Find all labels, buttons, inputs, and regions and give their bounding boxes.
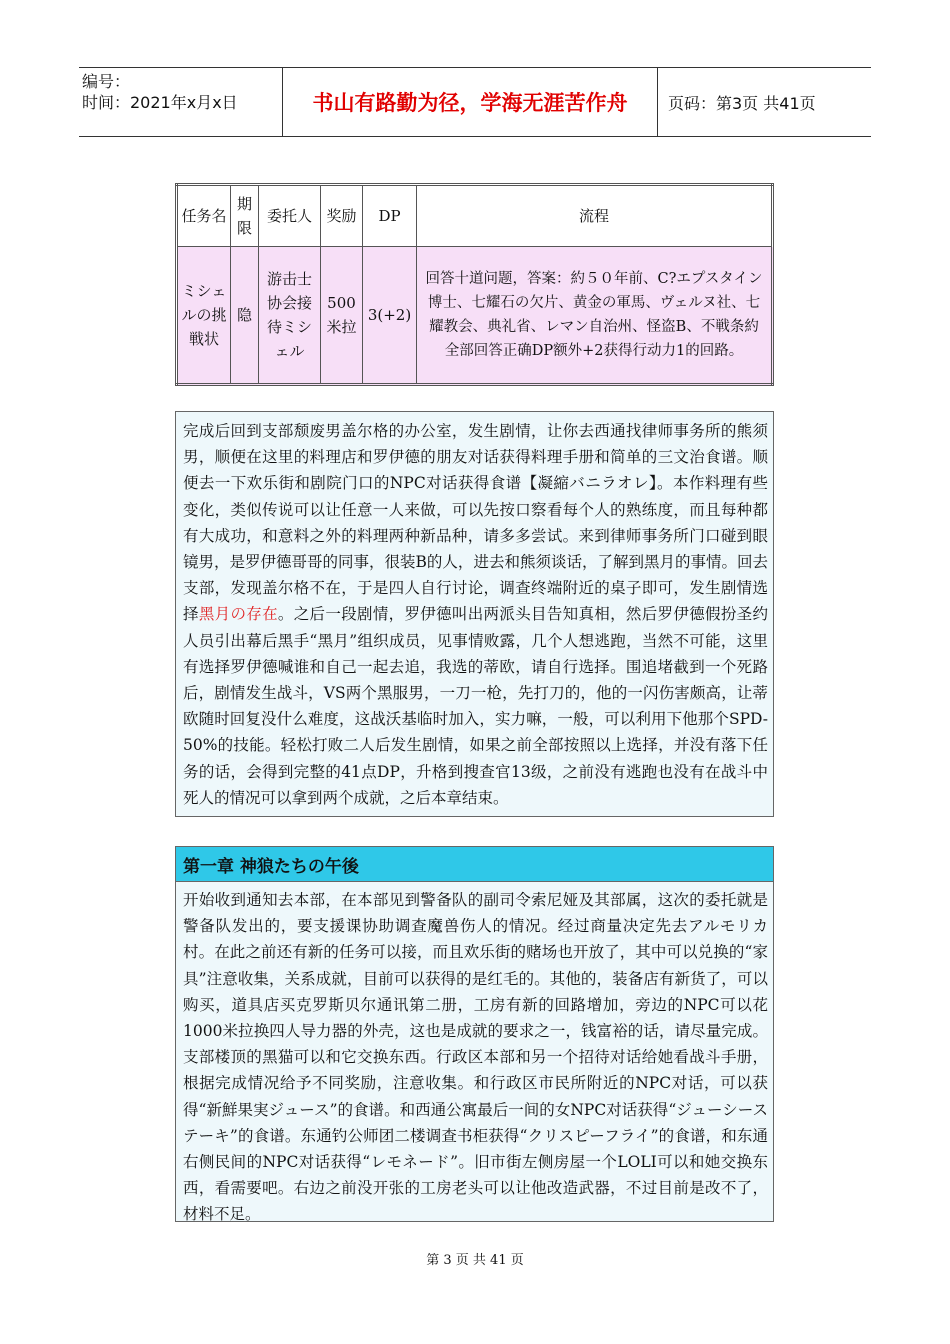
header-cell-task-name: 任务名 <box>177 185 231 247</box>
cell-reward: 500米拉 <box>321 247 363 385</box>
header-meta <box>79 68 282 136</box>
header-cell-dp: DP <box>363 185 417 247</box>
task-table-header-row <box>177 185 773 247</box>
header-cell-period: 期限 <box>231 185 259 247</box>
chapter-title: 第一章 神狼たちの午後 <box>176 847 773 882</box>
chapter-text: 开始收到通知去本部，在本部见到警备队的副司令索尼娅及其部属，这次的委托就是警备队发出的，要支援课协助调查魔兽伤人的情况。经过商量决定先去アルモリカ村。在此之前还有新的任务可以接，而且欢乐街的赌场也开放了，其中可以兑换的“家具”注意收集，关系成就，目前可以获得的是红毛的。其他的，装备店有新货了，可以购买，道具店买克罗斯贝尔通讯第二册，工房有新的回路增加，旁边的NPC可以花1000米拉换四人导力器的外壳，这也是成就的要求之一，钱富裕的话，请尽量完成。支部楼顶的黑猫可以和它交换东西。行政区本部和另一个招待对话给她看战斗手册，根据完成情况给予不同奖励，注意收集。和行政区市民所附近的NPC对话，可以获得“新鮮果実ジュース”的食谱。和西通公寓最后一间的女NPC对话获得“ジューシーステーキ”的食谱。东通钓公师团二楼调查书柜获得“クリスピーフライ”的食谱，和东通右侧民间的NPC对话获得“レモネード”。旧市街左侧房屋一个LOLI可以和她交换东西，看需要吧。右边之前没开张的工房老头可以让他改造武器，不过目前是改不了，材料不足。 <box>183 891 768 1224</box>
header-cell-reward: 奖励 <box>321 185 363 247</box>
header-cell-flow: 流程 <box>417 185 773 247</box>
page-header <box>79 67 871 137</box>
cell-task-name: ミシェルの挑戦状 <box>177 247 231 385</box>
task-table <box>175 183 774 386</box>
task-table-row <box>177 247 773 385</box>
cell-period: 隐 <box>231 247 259 385</box>
walkthrough-box <box>175 411 774 817</box>
walkthrough-text-b: 。之后一段剧情，罗伊德叫出两派头目告知真相，然后罗伊德假扮圣约人员引出幕后黑手“黑月”组织成员，见事情败露，几个人想逃跑，当然不可能，这里有选择罗伊德喊谁和自己一起去追，我选的蒂欧，请自行选择。围追堵截到一个死路后，剧情发生战斗，VS两个黑服男，一刀一枪，先打刀的，他的一闪伤害颇高，让蒂欧随时回复没什么难度，这战沃基临时加入，实力嘛，一般，可以利用下他那个SPD-50%的技能。轻松打败二人后发生剧情，如果之前全部按照以上选择，并没有落下任务的话，会得到完整的41点DP，升格到搜查官13级，之前没有逃跑也没有在战斗中死人的情况可以拿到两个成就，之后本章结束。 <box>183 605 768 807</box>
cell-client: 游击士协会接待ミシェル <box>259 247 321 385</box>
time-label: 时间：2021年x月x日 <box>82 93 238 112</box>
header-motto: 书山有路勤为径，学海无涯苦作舟 <box>282 68 658 136</box>
header-cell-client: 委托人 <box>259 185 321 247</box>
page-footer: 第 3 页 共 41 页 <box>426 1253 524 1268</box>
walkthrough-paragraph <box>176 412 773 817</box>
number-label: 编号： <box>82 72 131 91</box>
chapter-box <box>175 846 774 1222</box>
walkthrough-text-a: 完成后回到支部颓废男盖尔格的办公室，发生剧情，让你去西通找律师事务所的熊须男，顺便在这里的料理店和罗伊德的朋友对话获得料理手册和简单的三文治食谱。顺便去一下欢乐街和剧院门口的NPC对话获得食谱【凝縮バニラオレ】。本作料理有些变化，类似传说可以让任意一人来做，可以先按口察看每个人的熟练度，而且每种都有大成功，和意料之外的料理两种新品种，请多多尝试。来到律师事务所门口碰到眼镜男，是罗伊德哥哥的同事，很装B的人，进去和熊须谈话，了解到黑月的事情。回去支部，发现盖尔格不在，于是四人自行讨论，调查终端附近的桌子即可，发生剧情选择 <box>183 422 768 624</box>
header-page-label: 页码：第3页 共41页 <box>668 93 816 113</box>
highlighted-choice: 黑月の存在 <box>198 605 278 624</box>
cell-dp: 3(+2) <box>363 247 417 385</box>
cell-flow: 回答十道问题，答案：約５０年前、C?エプスタイン博士、七耀石の欠片、黄金の軍馬、ヴェルヌ社、七耀教会、典礼省、レマン自治州、怪盗B、不戦条約 全部回答正确DP额外+2获得行动力1的回路。 <box>417 247 773 385</box>
